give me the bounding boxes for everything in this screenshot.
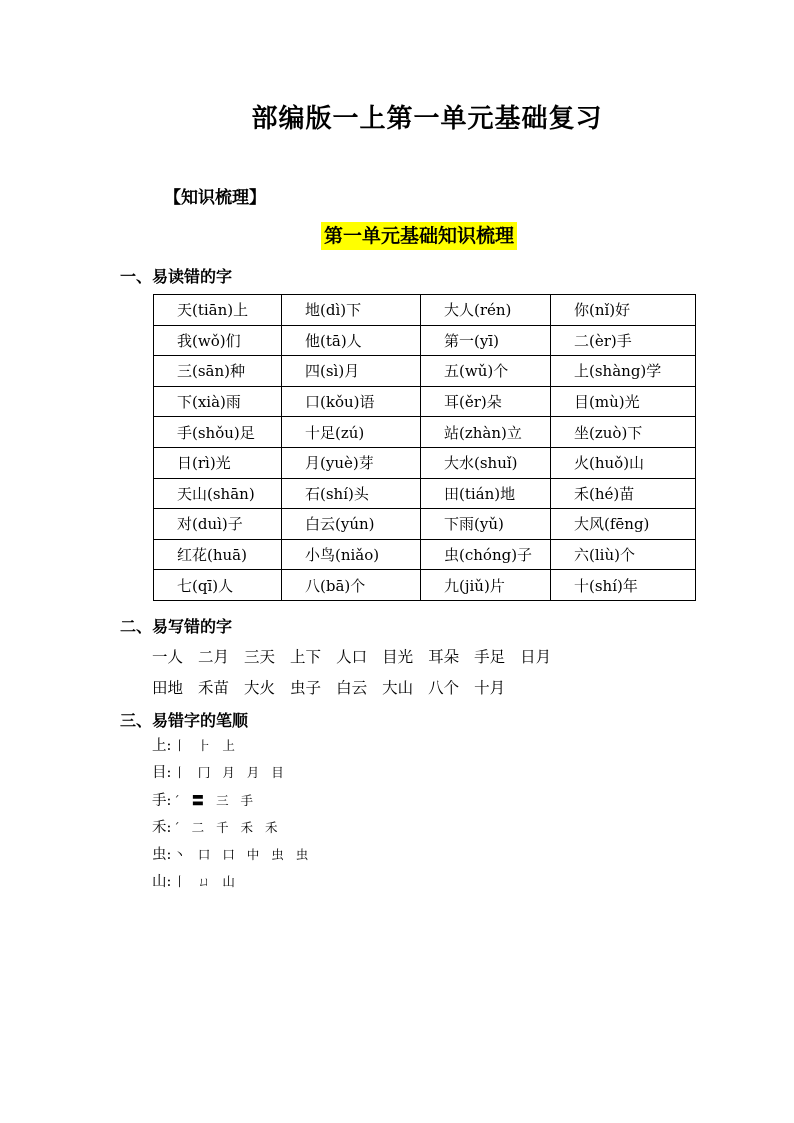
pinyin-table-body (154, 295, 696, 601)
table-cell: 七(qī)人 (154, 570, 282, 601)
stroke-char: 目: (152, 765, 172, 782)
pinyin-table (153, 294, 696, 601)
table-cell: 你(nǐ)好 (551, 295, 696, 326)
stroke-sequence: 丨 ⺊ 上 (173, 738, 239, 753)
stroke-order-item (152, 818, 312, 845)
table-cell: 天山(shān) (154, 478, 282, 509)
table-row (154, 539, 696, 570)
table-cell: 三(sān)种 (154, 356, 282, 387)
table-cell: 十(shí)年 (551, 570, 696, 601)
table-cell: 红花(huā) (154, 539, 282, 570)
stroke-char: 山: (152, 874, 172, 891)
word-item: 人口 (336, 648, 368, 666)
word-item: 虫子 (290, 679, 322, 697)
section2-heading: 二、易写错的字 (120, 617, 233, 636)
stroke-sequence: 丨 ㄩ 山 (173, 874, 239, 890)
section3-heading: 三、易错字的笔顺 (120, 711, 249, 730)
table-cell: 坐(zuò)下 (551, 417, 696, 448)
word-item: 一人 (152, 648, 184, 666)
table-row (154, 417, 696, 448)
word-item: 二月 (198, 648, 230, 666)
stroke-sequence: 丨 冂 月 月 目 (173, 765, 288, 781)
word-item: 田地 (152, 679, 184, 697)
stroke-order-item (152, 736, 312, 763)
table-cell: 虫(chóng)子 (421, 539, 551, 570)
word-line-2 (152, 676, 520, 698)
banner-container (0, 222, 794, 250)
table-cell: 目(mù)光 (551, 386, 696, 417)
table-cell: 六(liù)个 (551, 539, 696, 570)
word-item: 目光 (382, 648, 414, 666)
stroke-sequence: ˊ 二 千 禾 禾 (173, 819, 282, 835)
word-item: 日月 (520, 648, 552, 666)
table-cell: 白云(yún) (282, 509, 421, 540)
table-cell: 十足(zú) (282, 417, 421, 448)
table-cell: 九(jiǔ)片 (421, 570, 551, 601)
table-row (154, 295, 696, 326)
word-item: 八个 (428, 679, 460, 697)
stroke-order-item (152, 845, 312, 872)
table-cell: 大水(shuǐ) (421, 447, 551, 478)
table-row (154, 325, 696, 356)
stroke-order-item (152, 791, 312, 818)
word-item: 三天 (244, 648, 276, 666)
table-cell: 地(dì)下 (282, 295, 421, 326)
stroke-char: 上: (152, 738, 172, 754)
table-cell: 二(èr)手 (551, 325, 696, 356)
table-cell: 第一(yī) (421, 325, 551, 356)
stroke-char: 手: (152, 792, 172, 809)
stroke-order-item (152, 872, 312, 899)
table-row (154, 570, 696, 601)
table-cell: 大风(fēng) (551, 509, 696, 540)
table-cell: 站(zhàn)立 (421, 417, 551, 448)
table-row (154, 386, 696, 417)
table-cell: 天(tiān)上 (154, 295, 282, 326)
table-cell: 五(wǔ)个 (421, 356, 551, 387)
table-cell: 对(duì)子 (154, 509, 282, 540)
word-item: 耳朵 (428, 648, 460, 666)
word-item: 白云 (336, 679, 368, 697)
stroke-order-item (152, 763, 312, 790)
table-cell: 四(sì)月 (282, 356, 421, 387)
table-row (154, 478, 696, 509)
word-item: 十月 (474, 679, 506, 697)
stroke-char: 禾: (152, 819, 172, 836)
word-line-1 (152, 645, 566, 667)
table-row (154, 509, 696, 540)
table-cell: 他(tā)人 (282, 325, 421, 356)
table-cell: 石(shí)头 (282, 478, 421, 509)
table-cell: 下雨(yǔ) (421, 509, 551, 540)
table-cell: 月(yuè)芽 (282, 447, 421, 478)
table-cell: 田(tián)地 (421, 478, 551, 509)
word-item: 上下 (290, 648, 322, 666)
table-cell: 八(bā)个 (282, 570, 421, 601)
table-cell: 火(huǒ)山 (551, 447, 696, 478)
stroke-sequence: ˊ 〓 三 手 (173, 792, 258, 808)
table-cell: 耳(ěr)朵 (421, 386, 551, 417)
table-cell: 小鸟(niǎo) (282, 539, 421, 570)
table-row (154, 356, 696, 387)
table-cell: 大人(rén) (421, 295, 551, 326)
section-tag: 【知识梳理】 (164, 188, 266, 208)
word-item: 手足 (474, 648, 506, 666)
page-title: 部编版一上第一单元基础复习 (251, 104, 603, 134)
table-cell: 下(xià)雨 (154, 386, 282, 417)
table-cell: 口(kǒu)语 (282, 386, 421, 417)
stroke-char: 虫: (152, 847, 172, 864)
section1-heading: 一、易读错的字 (120, 267, 233, 286)
stroke-sequence: 丶 口 口 中 虫 虫 (173, 847, 313, 863)
table-cell: 日(rì)光 (154, 447, 282, 478)
table-cell: 上(shàng)学 (551, 356, 696, 387)
table-cell: 我(wǒ)们 (154, 325, 282, 356)
stroke-order-list (152, 736, 312, 900)
table-cell: 禾(hé)苗 (551, 478, 696, 509)
highlight-banner: 第一单元基础知识梳理 (321, 222, 517, 250)
word-item: 禾苗 (198, 679, 230, 697)
table-row (154, 447, 696, 478)
table-cell: 手(shǒu)足 (154, 417, 282, 448)
word-item: 大火 (244, 679, 276, 697)
word-item: 大山 (382, 679, 414, 697)
